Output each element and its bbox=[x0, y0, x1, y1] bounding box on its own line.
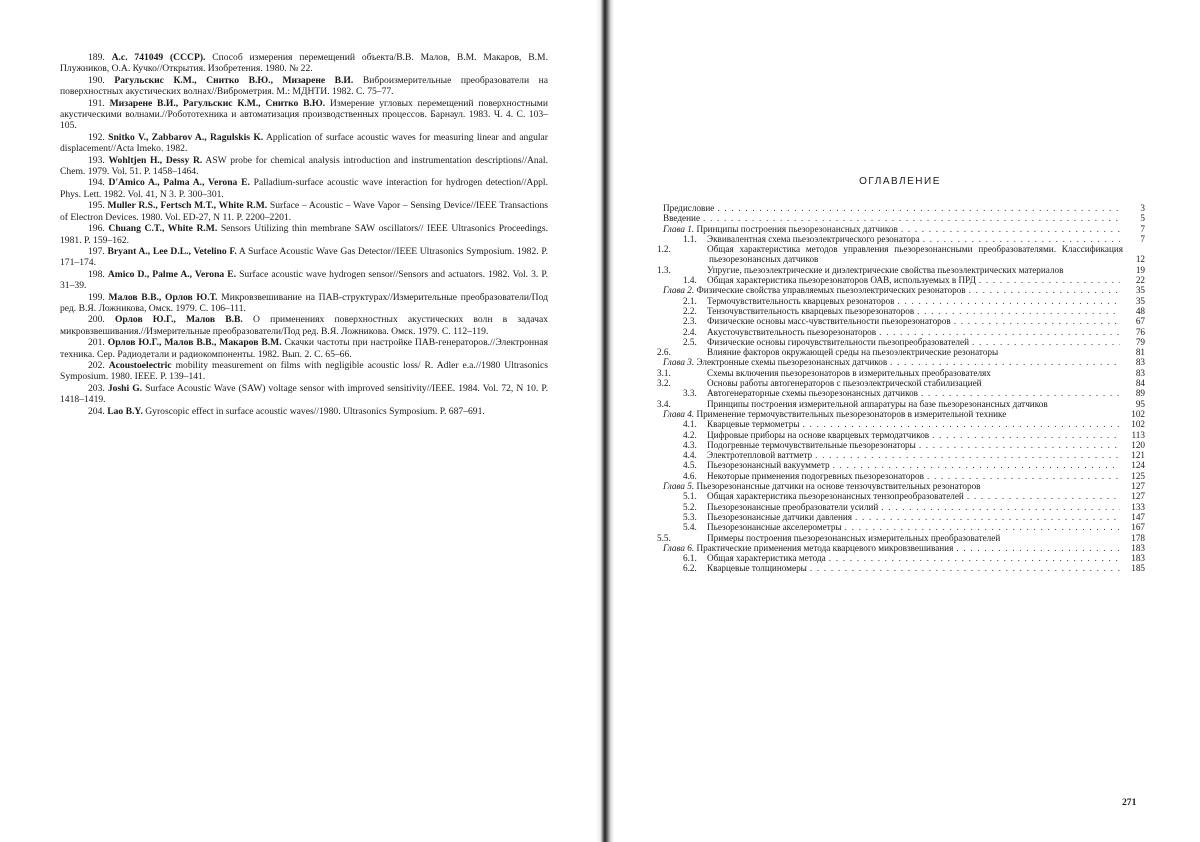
reference-entry bbox=[60, 155, 548, 178]
reference-number: 203. bbox=[88, 382, 105, 394]
reference-text: Sensors Utilizing thin membrane SAW oscillators// IEEE Ultrasonics Proceedings. 1981. P. 159–162. bbox=[60, 223, 548, 246]
toc-entry-label bbox=[657, 532, 1123, 543]
toc-section bbox=[663, 491, 1145, 501]
toc-entry-text: Кварцевые термометры bbox=[707, 419, 800, 430]
toc-entry-label bbox=[663, 543, 953, 553]
reference-text: Скачки частоты при настройке ПАВ-генераторов.//Электронная техника. Сер. Радиодетали и радиокомпоненты. 1982. Вып. 2. С. 65–66. bbox=[60, 337, 548, 360]
toc-entry-text: Принципы построения измерительной аппаратуры на базе пьезорезонансных датчиков bbox=[707, 398, 1048, 409]
toc-entry-text: Примеры построения пьезорезонансных измерительных преобразователей bbox=[707, 532, 1001, 543]
toc-section bbox=[663, 337, 1145, 347]
leader-dots bbox=[829, 553, 1120, 563]
reference-entry bbox=[60, 360, 548, 383]
section-number: 1.3. bbox=[657, 264, 671, 275]
toc-entry-label bbox=[683, 502, 878, 512]
reference-number: 202. bbox=[88, 359, 105, 371]
toc-entry-text: Подогревные термочувствительные пьезорезонаторы bbox=[707, 439, 916, 450]
toc-section bbox=[663, 419, 1145, 429]
chapter-word: Глава 4. bbox=[663, 408, 695, 419]
reference-text: mobility measurement on films with negligible acoustic loss/ R. Adler e.a.//1980 Ultrasonics Symposium. 1980. IEEE. P. 139–141. bbox=[60, 359, 548, 383]
toc-entry-label bbox=[683, 460, 830, 470]
leader-dots bbox=[972, 337, 1120, 347]
toc-page-number: 79 bbox=[1135, 336, 1145, 347]
toc-page-number: 48 bbox=[1135, 305, 1145, 316]
toc-chapter bbox=[663, 285, 1145, 295]
toc-page-number: 178 bbox=[1131, 532, 1145, 543]
toc-page-number: 183 bbox=[1131, 542, 1145, 553]
toc-entry-text: Пьезорезонансные акселерометры bbox=[707, 522, 842, 533]
leader-dots bbox=[815, 450, 1120, 460]
reference-text: Виброизмерительные преобразователи на поверхностных акустических волнах//Виброметрия. М.: МДНТИ. 1982. С. 75–77. bbox=[60, 74, 548, 98]
reference-text: Surface acoustic wave hydrogen sensor//Sensors and actuators. 1982. Vol. 3. P. 31–39. bbox=[60, 268, 548, 292]
toc-entry-label bbox=[683, 440, 916, 450]
toc-section bbox=[663, 512, 1145, 522]
toc-entry-label bbox=[683, 522, 842, 532]
toc-page-number: 3 bbox=[1140, 203, 1145, 213]
toc-entry-text: Электротепловой ваттметр bbox=[707, 450, 813, 461]
toc-entry-label bbox=[657, 347, 1123, 358]
toc-page-number: 7 bbox=[1140, 223, 1145, 234]
toc-page-number: 95 bbox=[1135, 398, 1145, 409]
leader-dots bbox=[927, 471, 1120, 481]
reference-text: Gyroscopic effect in surface acoustic waves//1980. Ultrasonics Symposium. P. 687–691. bbox=[142, 405, 485, 417]
section-number: 3.3. bbox=[683, 388, 697, 399]
leader-dots bbox=[845, 522, 1120, 532]
reference-number: 201. bbox=[88, 337, 105, 349]
reference-entry bbox=[60, 292, 548, 315]
toc-entry-label bbox=[683, 388, 918, 398]
toc-section bbox=[663, 553, 1145, 563]
toc-entry-text: Физические основы масс-чувствительности пьезорезонаторов bbox=[707, 316, 951, 327]
chapter-word: Глава 2. bbox=[663, 285, 695, 296]
leader-dots bbox=[802, 419, 1120, 429]
table-of-contents bbox=[657, 203, 1145, 574]
toc-section bbox=[663, 440, 1145, 450]
toc-entry-label bbox=[683, 316, 951, 326]
toc-front-matter bbox=[663, 213, 1145, 223]
toc-title: ОГЛАВЛЕНИЕ bbox=[859, 176, 941, 187]
reference-text: A Surface Acoustic Wave Gas Detector//IEEE Ultrasonics Symposium. 1982. P. 171–174. bbox=[60, 245, 548, 269]
reference-number: 195. bbox=[88, 200, 105, 212]
section-number: 4.1. bbox=[683, 419, 697, 430]
reference-number: 196. bbox=[88, 223, 105, 235]
reference-number: 193. bbox=[88, 154, 105, 166]
toc-page-number: 12 bbox=[1135, 254, 1145, 265]
reference-entry bbox=[60, 52, 548, 75]
toc-entry-text: Пьезорезонансные датчики давления bbox=[707, 511, 853, 522]
leader-dots bbox=[954, 316, 1120, 326]
reference-entry bbox=[60, 246, 548, 269]
section-number: 3.2. bbox=[657, 378, 671, 389]
toc-entry-text: Основы работы автогенераторов с пьезоэлектрической стабилизацией bbox=[707, 378, 982, 389]
section-number: 5.3. bbox=[683, 511, 697, 522]
toc-section bbox=[663, 563, 1145, 573]
toc-entry-text: Тензочувствительность кварцевых пьезорезонаторов bbox=[707, 305, 915, 316]
toc-page-number: 84 bbox=[1135, 378, 1145, 389]
section-number: 6.2. bbox=[683, 563, 697, 574]
toc-entry-text: Автогенераторные схемы пьезорезонансных датчиков bbox=[707, 388, 918, 399]
toc-entry-text: Физические основы гирочувствительности пьезопреобразователей bbox=[707, 336, 969, 347]
toc-page-number: 83 bbox=[1135, 367, 1145, 378]
chapter-word: Глава 3. bbox=[663, 357, 695, 368]
toc-entry-text: Влияние факторов окружающей среды на пьезоэлектрические резонаторы bbox=[707, 347, 999, 358]
leader-dots bbox=[921, 388, 1120, 398]
toc-entry-label bbox=[683, 327, 876, 337]
toc-page-number: 35 bbox=[1135, 295, 1145, 306]
reference-text: ASW probe for chemical analysis introduction and instrumentation descriptions//Anal. Chem. 1979. Vol. 51. P. 1458–1464. bbox=[60, 154, 548, 178]
toc-entry-label bbox=[683, 306, 914, 316]
toc-section bbox=[663, 327, 1145, 337]
leader-dots bbox=[969, 285, 1120, 295]
leader-dots bbox=[855, 512, 1120, 522]
section-number: 4.6. bbox=[683, 470, 697, 481]
leader-dots bbox=[901, 224, 1120, 234]
toc-section bbox=[663, 430, 1145, 440]
section-number: 2.6. bbox=[657, 347, 671, 358]
toc-section bbox=[663, 296, 1145, 306]
reference-authors: Joshi G. bbox=[107, 382, 143, 394]
toc-section bbox=[663, 502, 1145, 512]
leader-dots bbox=[967, 491, 1120, 501]
toc-page-number: 102 bbox=[1131, 408, 1145, 419]
toc-entry-label bbox=[683, 450, 812, 460]
section-number: 2.3. bbox=[683, 316, 697, 327]
toc-section bbox=[657, 532, 1145, 543]
toc-entry-label bbox=[663, 203, 714, 213]
reference-authors: Мизарене В.И., Рагульскис К.М., Снитко В.Ю. bbox=[109, 97, 326, 109]
leader-dots bbox=[979, 275, 1120, 285]
toc-page-number: 167 bbox=[1131, 522, 1145, 533]
leader-dots bbox=[897, 296, 1120, 306]
toc-page-number: 185 bbox=[1131, 563, 1145, 574]
toc-entry-label bbox=[683, 337, 969, 347]
toc-page-number: 113 bbox=[1131, 429, 1145, 440]
reference-text: Surface – Acoustic – Wave Vapor – Sensing Device//IEEE Transactions of Electron Devices. 1980. Vol. ED-27, N 11. P. 2200–2201. bbox=[60, 200, 548, 223]
section-number: 6.1. bbox=[683, 553, 697, 564]
toc-entry-text: Акусточувствительность пьезорезонаторов bbox=[707, 326, 877, 337]
reference-number: 192. bbox=[88, 131, 105, 143]
toc-section bbox=[657, 347, 1145, 358]
toc-entry-text: Пьезорезонансные преобразователи усилий bbox=[707, 501, 879, 512]
reference-authors: Amico D., Palme A., Verona E. bbox=[107, 268, 237, 280]
toc-entry-label bbox=[683, 296, 894, 306]
toc-entry-label bbox=[663, 213, 700, 223]
toc-chapter bbox=[663, 481, 1145, 491]
toc-entry-text: Некоторые применения подогревных пьезорезонаторов bbox=[707, 470, 924, 481]
toc-section bbox=[663, 388, 1145, 398]
toc-entry-text: Предисловие bbox=[663, 203, 715, 213]
reference-number: 190. bbox=[88, 74, 105, 86]
section-number: 1.2. bbox=[657, 244, 671, 255]
section-number: 2.2. bbox=[683, 305, 697, 316]
toc-page-number: 121 bbox=[1131, 450, 1145, 461]
reference-entry bbox=[60, 337, 548, 360]
reference-number: 194. bbox=[88, 177, 105, 189]
section-number: 5.4. bbox=[683, 522, 697, 533]
toc-page-number: 127 bbox=[1131, 491, 1145, 502]
toc-chapter bbox=[663, 543, 1145, 553]
toc-entry-text: Практические применения метода кварцевого микровзвешивания bbox=[694, 542, 954, 553]
toc-entry-text: Общая характеристика пьезорезонансных тензопреобразователей bbox=[707, 491, 964, 502]
reference-authors: А.с. 741049 (СССР). bbox=[111, 52, 206, 63]
section-number: 5.1. bbox=[683, 491, 697, 502]
reference-entry bbox=[60, 98, 548, 132]
toc-page-number: 147 bbox=[1131, 511, 1145, 522]
toc-chapter bbox=[663, 357, 1145, 367]
toc-entry-label bbox=[663, 285, 966, 295]
toc-entry-text: Общая характеристика пьезорезонаторов ОАВ, используемых в ПРД bbox=[707, 275, 976, 286]
leader-dots bbox=[881, 502, 1120, 512]
section-number: 1.4. bbox=[683, 275, 697, 286]
leader-dots bbox=[956, 543, 1120, 553]
leader-dots bbox=[890, 357, 1120, 367]
reference-number: 189. bbox=[88, 52, 105, 63]
toc-entry-text: Пьезорезонансный вакуумметр bbox=[707, 460, 830, 471]
reference-authors: Wohltjen H., Dessy R. bbox=[108, 154, 203, 166]
reference-text: Измерение угловых перемещений поверхностными акустическими волнами.//Робототехника и автоматизация производственных процессов. Барнаул. 1983. Ч. 4. С. 103–105. bbox=[60, 97, 548, 132]
toc-entry-text: Применение термочувствительных пьезорезонаторов в измерительной технике bbox=[694, 408, 1007, 419]
toc-section bbox=[663, 471, 1145, 481]
reference-entry bbox=[60, 75, 548, 98]
reference-number: 199. bbox=[88, 291, 105, 303]
section-number: 2.1. bbox=[683, 295, 697, 306]
toc-entry-label bbox=[683, 491, 964, 501]
reference-entry bbox=[60, 269, 548, 292]
reference-list bbox=[60, 52, 548, 417]
leader-dots bbox=[919, 440, 1120, 450]
leader-dots bbox=[917, 306, 1120, 316]
reference-text: Palladium-surface acoustic wave interaction for hydrogen detection//Appl. Phys. Lett. 1982. Vol. 41, N 3. P. 300–301. bbox=[60, 177, 548, 200]
toc-section bbox=[657, 378, 1145, 389]
reference-authors: Малов В.В., Орлов Ю.Т. bbox=[108, 291, 218, 303]
toc-chapter bbox=[663, 409, 1145, 419]
toc-section bbox=[663, 306, 1145, 316]
toc-section bbox=[663, 460, 1145, 470]
toc-page-number: 102 bbox=[1131, 419, 1145, 430]
toc-section bbox=[663, 450, 1145, 460]
toc-entry-text: Принципы построения пьезорезонансных датчиков bbox=[694, 223, 898, 234]
section-number: 4.5. bbox=[683, 460, 697, 471]
toc-entry-text: Схемы включения пьезорезонаторов в измерительных преобразователях bbox=[707, 367, 991, 378]
leader-dots bbox=[810, 563, 1120, 573]
section-number: 4.2. bbox=[683, 429, 697, 440]
reference-entry bbox=[60, 132, 548, 155]
section-number: 5.2. bbox=[683, 501, 697, 512]
toc-entry-text: Кварцевые толщиномеры bbox=[707, 563, 807, 574]
toc-entry-text: Физические свойства управляемых пьезоэлектрических резонаторов bbox=[694, 285, 966, 296]
section-number: 2.4. bbox=[683, 326, 697, 337]
toc-page-number: 19 bbox=[1135, 264, 1145, 275]
section-number: 3.1. bbox=[657, 367, 671, 378]
toc-page-number: 7 bbox=[1140, 233, 1145, 244]
reference-authors: Lao B.Y. bbox=[107, 405, 143, 417]
toc-page-number: 133 bbox=[1131, 501, 1145, 512]
toc-entry-text: Введение bbox=[663, 213, 701, 224]
reference-text: Способ измерения перемещений объекта/В.В. Малов, В.М. Макаров, В.М. Плужников, О.А. Кучко//Открытия. Изобретения. 1980. № 22. bbox=[60, 52, 548, 75]
reference-number: 200. bbox=[88, 314, 105, 326]
reference-text: Surface Acoustic Wave (SAW) voltage sensor with improved sensitivity//IEEE. 1984. Vol. 72, N 10. P. 1418–1419. bbox=[60, 382, 548, 406]
toc-page-number: 183 bbox=[1131, 553, 1145, 564]
reference-authors: Acoustoelectric bbox=[108, 359, 172, 371]
toc-entry-text: Эквивалентная схема пьезоэлектрического резонатора bbox=[707, 233, 920, 244]
reference-number: 197. bbox=[88, 245, 105, 257]
toc-entry-label bbox=[657, 378, 1123, 389]
leader-dots bbox=[703, 213, 1120, 223]
section-number: 4.3. bbox=[683, 439, 697, 450]
leader-dots bbox=[717, 203, 1120, 213]
toc-entry-text: Упругие, пьезоэлектрические и диэлектрические свойства пьезоэлектрических материалов bbox=[707, 264, 1064, 275]
toc-section bbox=[663, 234, 1145, 244]
toc-entry-label bbox=[663, 481, 1123, 491]
reference-authors: Snitko V., Zabbarov A., Ragulskis K. bbox=[108, 131, 264, 143]
reference-number: 204. bbox=[88, 405, 105, 417]
reference-entry bbox=[60, 406, 548, 417]
reference-entry bbox=[60, 177, 548, 200]
toc-entry-label bbox=[663, 357, 887, 367]
reference-authors: Орлов Ю.Г., Малов В.В. bbox=[114, 314, 243, 326]
toc-section bbox=[657, 264, 1145, 275]
final-page-number: 271 bbox=[1122, 797, 1137, 808]
leader-dots bbox=[879, 327, 1120, 337]
reference-authors: D'Amico A., Palma A., Verona E. bbox=[108, 177, 250, 189]
toc-page-number: 125 bbox=[1131, 470, 1145, 481]
toc-entry-label bbox=[683, 471, 924, 481]
toc-chapter bbox=[663, 224, 1145, 234]
reference-authors: Bryant A., Lee D.L., Vetelino F. bbox=[107, 245, 237, 257]
toc-entry-text: Электронные схемы пьезорезонансных датчиков bbox=[694, 357, 888, 368]
toc-entry-text: Общая характеристика методов управления пьезорезонансными преобразователями. Классификация пьезорезонансных датчиков bbox=[707, 244, 1123, 265]
section-number: 3.4. bbox=[657, 398, 671, 409]
toc-section bbox=[663, 275, 1145, 285]
reference-number: 198. bbox=[88, 268, 105, 280]
toc-entry-label bbox=[683, 563, 807, 573]
leader-dots bbox=[833, 460, 1120, 470]
reference-text: О применениях поверхностных акустических волн в задачах микровзвешивания.//Измерительные преобразователи/Под ред. В.Я. Ложникова. Омск. 1979. С. 112–119. bbox=[60, 314, 549, 337]
toc-entry-text: Термочувствительность кварцевых резонаторов bbox=[707, 295, 895, 306]
toc-entry-label bbox=[683, 512, 852, 522]
toc-section bbox=[663, 316, 1145, 326]
toc-section bbox=[657, 367, 1145, 378]
reference-authors: Орлов Ю.Г., Малов В.В., Макаров В.М. bbox=[107, 337, 282, 349]
section-number: 5.5. bbox=[657, 532, 671, 543]
toc-page-number: 81 bbox=[1135, 347, 1145, 358]
section-number: 2.5. bbox=[683, 336, 697, 347]
reference-authors: Рагульскис К.М., Снитко В.Ю., Мизарене В.И. bbox=[114, 74, 354, 86]
toc-entry-label bbox=[683, 553, 826, 563]
toc-page-number: 89 bbox=[1135, 388, 1145, 399]
toc-entry-label bbox=[663, 224, 898, 234]
toc-entry-label bbox=[657, 367, 1123, 378]
section-number: 4.4. bbox=[683, 450, 697, 461]
toc-section bbox=[657, 244, 1145, 265]
toc-entry-text: Пьезорезонансные датчики на основе тензочувствительных резонаторов bbox=[694, 481, 981, 492]
toc-entry-label bbox=[683, 275, 976, 285]
chapter-word: Глава 5. bbox=[663, 481, 695, 492]
toc-entry-text: Цифровые приборы на основе кварцевых термодатчиков bbox=[707, 429, 930, 440]
toc-page-number: 83 bbox=[1135, 357, 1145, 368]
reference-text: Application of surface acoustic waves for measuring linear and angular displacement//Acta Imeko. 1982. bbox=[60, 131, 548, 155]
toc-section bbox=[657, 398, 1145, 409]
reference-number: 191. bbox=[88, 97, 105, 109]
chapter-word: Глава 6. bbox=[663, 542, 695, 553]
reference-authors: Muller R.S., Fertsch M.T., White R.M. bbox=[107, 200, 268, 212]
chapter-word: Глава 1. bbox=[663, 223, 695, 234]
section-number: 1.1. bbox=[683, 233, 697, 244]
reference-authors: Chuang C.T., White R.M. bbox=[108, 223, 218, 235]
reference-entry bbox=[60, 314, 548, 337]
toc-page-number: 120 bbox=[1131, 439, 1145, 450]
toc-entry-label bbox=[683, 419, 799, 429]
toc-entry-label bbox=[657, 398, 1123, 409]
toc-entry-label bbox=[663, 409, 1123, 419]
reference-entry bbox=[60, 223, 548, 246]
toc-entry-label bbox=[683, 234, 920, 244]
toc-entry-label bbox=[683, 430, 929, 440]
toc-page-number: 5 bbox=[1140, 213, 1145, 224]
reference-entry bbox=[60, 383, 548, 406]
reference-entry bbox=[60, 200, 548, 223]
toc-page-number: 67 bbox=[1135, 316, 1145, 327]
reference-text: Микровзвешивание на ПАВ-структурах//Измерительные преобразователи/Под ред. В.Я. Ложникова, Омск. 1979. С. 106–111. bbox=[60, 291, 548, 314]
toc-page-number: 127 bbox=[1131, 481, 1145, 492]
toc-entry-label bbox=[657, 244, 1123, 265]
toc-entry-label bbox=[657, 264, 1123, 275]
toc-entry-text: Общая характеристика метода bbox=[707, 553, 826, 564]
leader-dots bbox=[923, 234, 1120, 244]
leader-dots bbox=[932, 430, 1120, 440]
toc-page-number: 22 bbox=[1135, 275, 1145, 286]
toc-section bbox=[663, 522, 1145, 532]
toc-page-number: 35 bbox=[1135, 285, 1145, 296]
toc-page-number: 124 bbox=[1131, 460, 1145, 471]
toc-page-number: 76 bbox=[1135, 326, 1145, 337]
toc-front-matter bbox=[663, 203, 1145, 213]
